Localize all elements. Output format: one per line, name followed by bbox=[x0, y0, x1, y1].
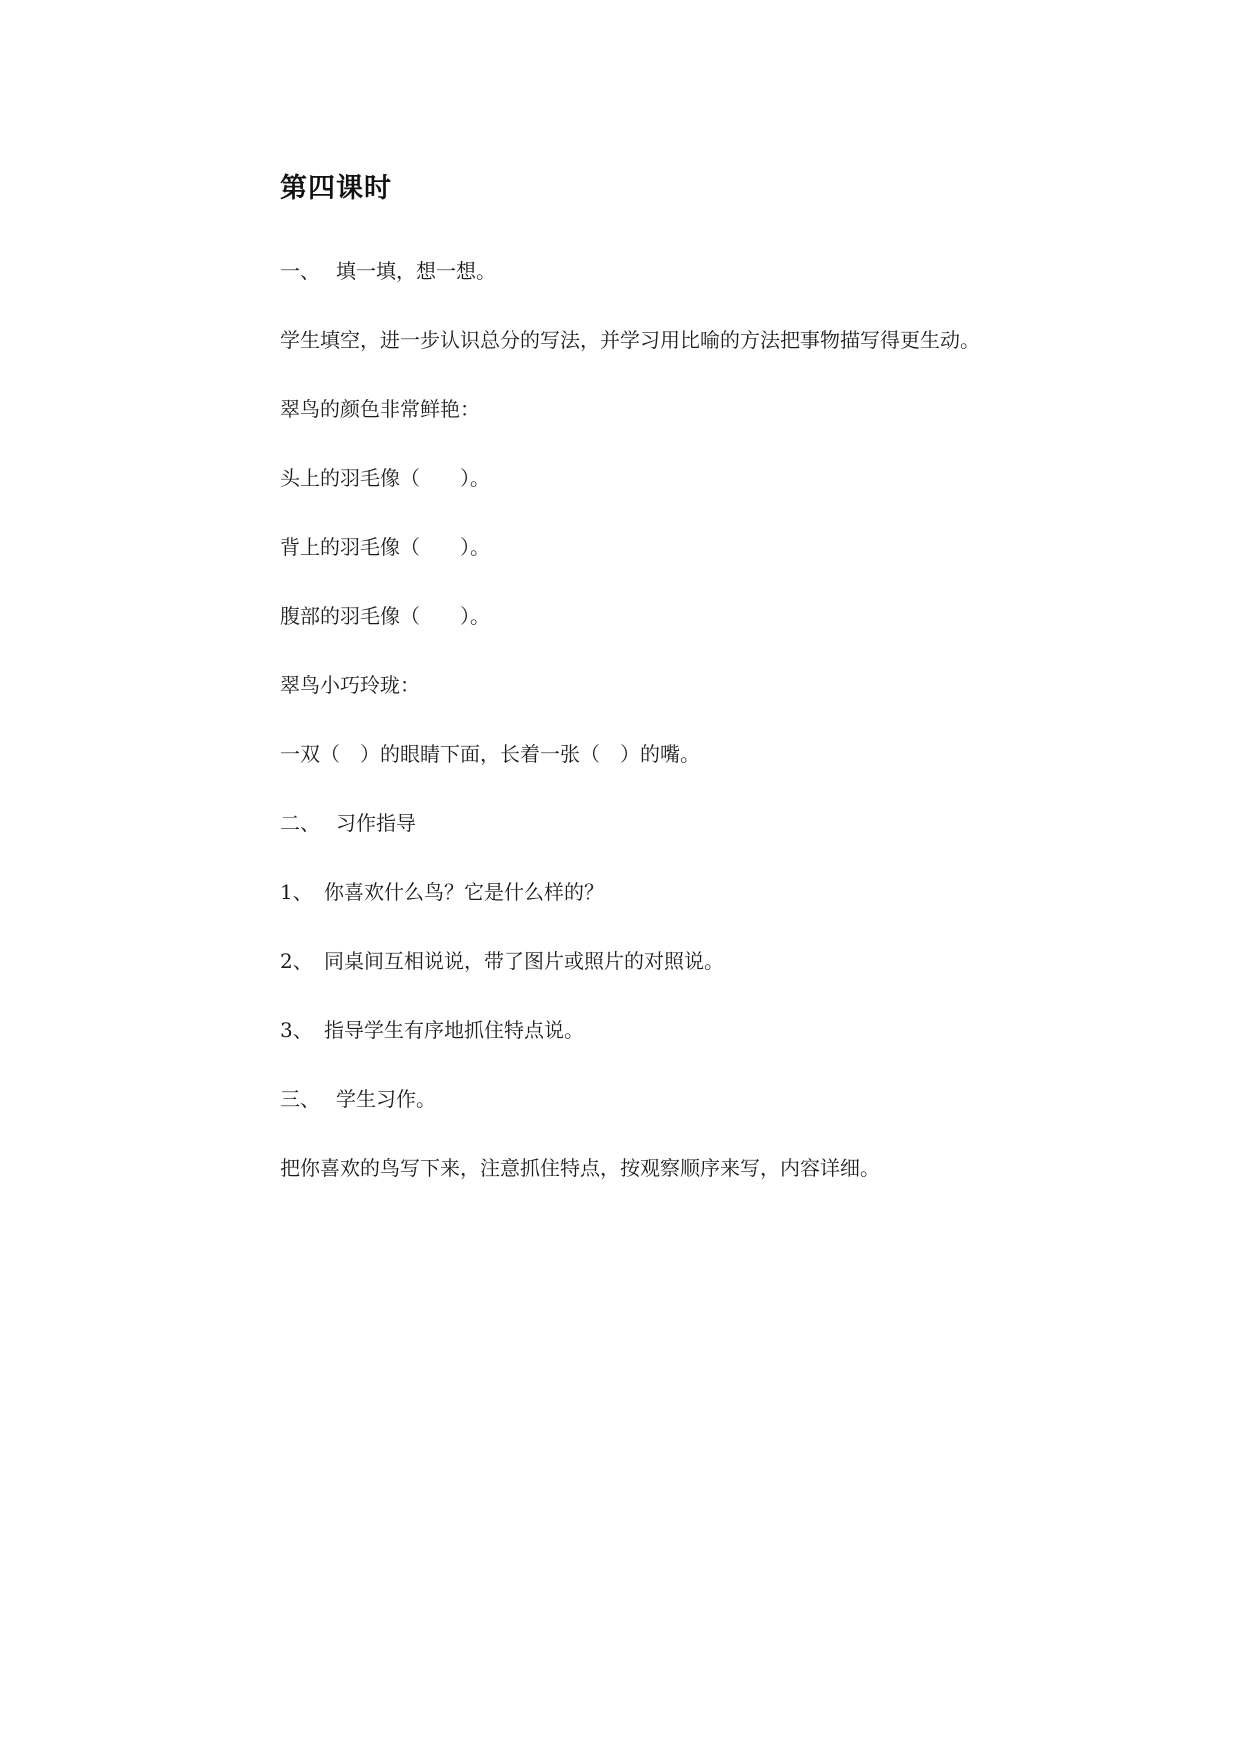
fill-blank-head: 头上的羽毛像（ ）。 bbox=[280, 466, 490, 490]
list-text: 指导学生有序地抓住特点说。 bbox=[324, 1018, 584, 1042]
section-number: 二、 bbox=[280, 811, 320, 835]
section-text: 习作指导 bbox=[336, 811, 416, 835]
list-text: 同桌间互相说说，带了图片或照片的对照说。 bbox=[324, 949, 724, 973]
section-heading-3 bbox=[280, 1086, 436, 1112]
list-text: 你喜欢什么鸟？它是什么样的？ bbox=[324, 880, 604, 904]
section-heading-1 bbox=[280, 258, 496, 284]
guide-item-2 bbox=[280, 948, 724, 974]
list-number: 1、 bbox=[280, 880, 313, 904]
section-number: 一、 bbox=[280, 259, 320, 283]
small-line: 翠鸟小巧玲珑： bbox=[280, 673, 420, 697]
intro-paragraph: 学生填空，进一步认识总分的写法，并学习用比喻的方法把事物描写得更生动。 bbox=[280, 328, 980, 352]
section-text: 学生习作。 bbox=[336, 1087, 436, 1111]
writing-instruction: 把你喜欢的鸟写下来，注意抓住特点，按观察顺序来写，内容详细。 bbox=[280, 1156, 880, 1180]
section-text: 填一填，想一想。 bbox=[336, 259, 496, 283]
section-heading-2 bbox=[280, 810, 416, 836]
page-title: 第四课时 bbox=[280, 173, 392, 204]
color-line: 翠鸟的颜色非常鲜艳： bbox=[280, 397, 480, 421]
fill-blank-belly: 腹部的羽毛像（ ）。 bbox=[280, 604, 490, 628]
guide-item-1 bbox=[280, 879, 604, 905]
fill-blank-back: 背上的羽毛像（ ）。 bbox=[280, 535, 490, 559]
section-number: 三、 bbox=[280, 1087, 320, 1111]
fill-blank-eyes: 一双（ ）的眼睛下面，长着一张（ ）的嘴。 bbox=[280, 742, 700, 766]
list-number: 3、 bbox=[280, 1018, 313, 1042]
list-number: 2、 bbox=[280, 949, 313, 973]
guide-item-3 bbox=[280, 1017, 584, 1043]
